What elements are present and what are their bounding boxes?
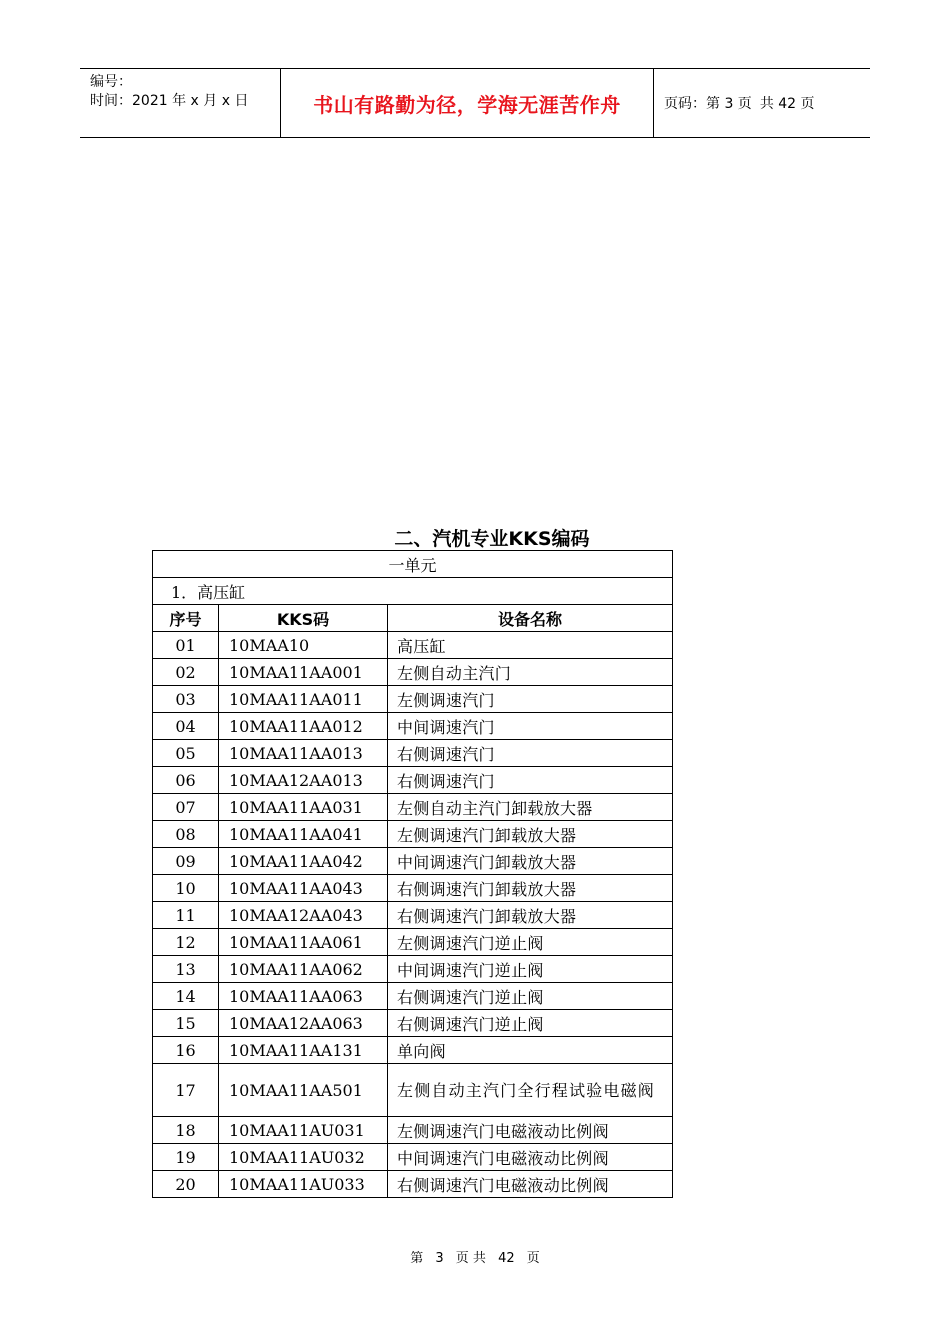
subsection-label: 1．高压缸 — [153, 578, 673, 605]
row-equipment-name: 高压缸 — [388, 632, 673, 659]
row-equipment-name: 右侧调速汽门电磁液动比例阀 — [388, 1171, 673, 1198]
column-header-kks: KKS码 — [219, 605, 388, 632]
table-row — [153, 794, 673, 821]
row-kks-code: 10MAA11AU033 — [219, 1171, 388, 1198]
row-kks-code: 10MAA11AA012 — [219, 713, 388, 740]
row-no: 14 — [153, 983, 219, 1010]
footer-page-mid: 页 共 — [455, 1251, 486, 1266]
document-number-label: 编号： — [90, 74, 132, 90]
row-kks-code: 10MAA11AA042 — [219, 848, 388, 875]
row-kks-code: 10MAA11AA131 — [219, 1037, 388, 1064]
table-header-row — [153, 605, 673, 632]
header-page-total: 共 42 页 — [759, 96, 815, 112]
table-row — [153, 956, 673, 983]
row-equipment-name: 左侧调速汽门 — [388, 686, 673, 713]
row-no: 02 — [153, 659, 219, 686]
row-no: 01 — [153, 632, 219, 659]
row-no: 06 — [153, 767, 219, 794]
document-time-label: 时间：2021 年 x 月 x 日 — [90, 93, 249, 109]
row-kks-code: 10MAA11AA501 — [219, 1064, 388, 1117]
table-row — [153, 821, 673, 848]
row-kks-code: 10MAA11AU032 — [219, 1144, 388, 1171]
row-equipment-name: 右侧调速汽门逆止阀 — [388, 1010, 673, 1037]
page-footer — [0, 1247, 950, 1266]
table-row — [153, 740, 673, 767]
table-row — [153, 686, 673, 713]
row-no: 03 — [153, 686, 219, 713]
footer-page-suffix: 页 — [526, 1251, 540, 1266]
row-no: 07 — [153, 794, 219, 821]
table-row — [153, 767, 673, 794]
section-title — [152, 524, 832, 551]
row-no: 08 — [153, 821, 219, 848]
row-no: 11 — [153, 902, 219, 929]
row-equipment-name: 右侧调速汽门逆止阀 — [388, 983, 673, 1010]
row-no: 09 — [153, 848, 219, 875]
header-meta — [80, 69, 281, 137]
table-row — [153, 1064, 673, 1117]
page-header — [80, 68, 870, 138]
row-kks-code: 10MAA10 — [219, 632, 388, 659]
table-row — [153, 902, 673, 929]
row-equipment-name: 左侧自动主汽门 — [388, 659, 673, 686]
row-equipment-name: 左侧调速汽门电磁液动比例阀 — [388, 1117, 673, 1144]
header-page-label: 页码：第 3 页 — [664, 96, 752, 112]
row-no: 19 — [153, 1144, 219, 1171]
table-row — [153, 1010, 673, 1037]
row-equipment-name: 右侧调速汽门卸载放大器 — [388, 875, 673, 902]
row-kks-code: 10MAA11AA062 — [219, 956, 388, 983]
table-row — [153, 929, 673, 956]
column-header-name: 设备名称 — [388, 605, 673, 632]
row-no: 04 — [153, 713, 219, 740]
row-equipment-name: 左侧调速汽门卸载放大器 — [388, 821, 673, 848]
table-row — [153, 848, 673, 875]
row-no: 13 — [153, 956, 219, 983]
row-kks-code: 10MAA11AA063 — [219, 983, 388, 1010]
row-kks-code: 10MAA11AA061 — [219, 929, 388, 956]
row-equipment-name: 右侧调速汽门 — [388, 767, 673, 794]
row-equipment-name: 左侧自动主汽门全行程试验电磁阀 — [388, 1064, 673, 1117]
table-row — [153, 983, 673, 1010]
row-kks-code: 10MAA11AA043 — [219, 875, 388, 902]
row-equipment-name: 右侧调速汽门卸载放大器 — [388, 902, 673, 929]
table-row — [153, 1037, 673, 1064]
row-equipment-name: 左侧自动主汽门卸载放大器 — [388, 794, 673, 821]
header-motto: 书山有路勤为径，学海无涯苦作舟 — [281, 69, 654, 137]
row-equipment-name: 左侧调速汽门逆止阀 — [388, 929, 673, 956]
row-no: 20 — [153, 1171, 219, 1198]
section-title-text: 二、汽机专业KKS编码 — [394, 528, 590, 550]
row-kks-code: 10MAA12AA013 — [219, 767, 388, 794]
column-header-no: 序号 — [153, 605, 219, 632]
table-row — [153, 632, 673, 659]
footer-page-total: 42 — [498, 1251, 515, 1266]
table-row — [153, 1144, 673, 1171]
footer-page-prefix: 第 — [410, 1251, 424, 1266]
row-equipment-name: 中间调速汽门逆止阀 — [388, 956, 673, 983]
row-no: 10 — [153, 875, 219, 902]
kks-table — [152, 550, 673, 1198]
unit-row — [153, 551, 673, 578]
table-row — [153, 1171, 673, 1198]
row-no: 18 — [153, 1117, 219, 1144]
subsection-row — [153, 578, 673, 605]
row-equipment-name: 单向阀 — [388, 1037, 673, 1064]
row-kks-code: 10MAA11AA031 — [219, 794, 388, 821]
table-row — [153, 713, 673, 740]
row-kks-code: 10MAA12AA043 — [219, 902, 388, 929]
row-no: 15 — [153, 1010, 219, 1037]
table-row — [153, 659, 673, 686]
table-row — [153, 875, 673, 902]
header-page-info — [654, 69, 870, 137]
row-equipment-name: 中间调速汽门电磁液动比例阀 — [388, 1144, 673, 1171]
row-equipment-name: 右侧调速汽门 — [388, 740, 673, 767]
row-equipment-name: 中间调速汽门卸载放大器 — [388, 848, 673, 875]
row-no: 12 — [153, 929, 219, 956]
unit-label: 一单元 — [153, 551, 673, 578]
row-no: 16 — [153, 1037, 219, 1064]
footer-page-number: 3 — [435, 1251, 444, 1266]
row-kks-code: 10MAA11AA013 — [219, 740, 388, 767]
row-equipment-name: 中间调速汽门 — [388, 713, 673, 740]
table-row — [153, 1117, 673, 1144]
row-kks-code: 10MAA11AU031 — [219, 1117, 388, 1144]
row-kks-code: 10MAA11AA041 — [219, 821, 388, 848]
row-kks-code: 10MAA11AA001 — [219, 659, 388, 686]
row-kks-code: 10MAA11AA011 — [219, 686, 388, 713]
row-kks-code: 10MAA12AA063 — [219, 1010, 388, 1037]
row-no: 17 — [153, 1064, 219, 1117]
row-no: 05 — [153, 740, 219, 767]
